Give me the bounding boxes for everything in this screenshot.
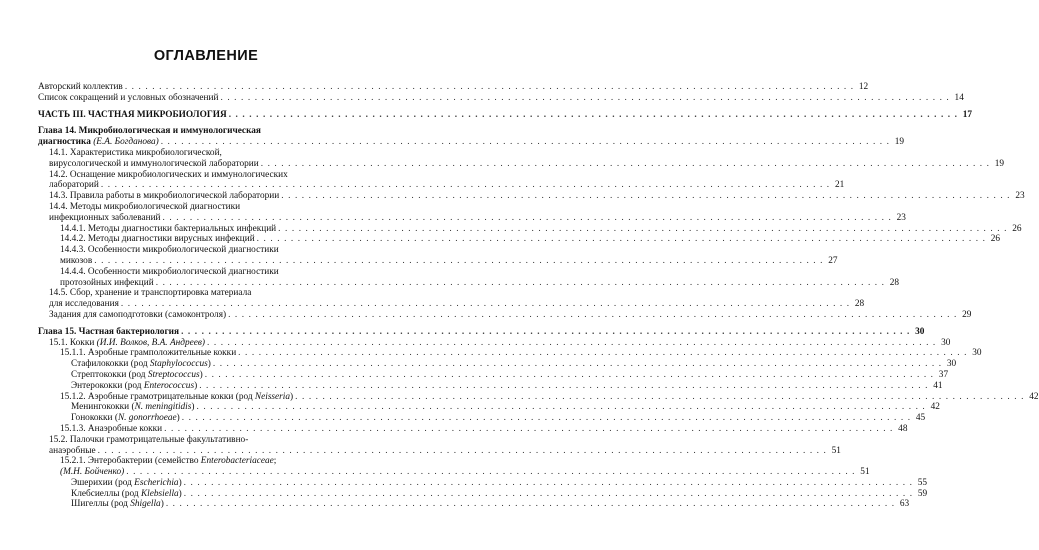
- leader-dots: [101, 180, 830, 191]
- toc-entry-label: Задания для самоподготовки (самоконтроля): [49, 309, 227, 320]
- toc-section-14-4[interactable]: [38, 212, 906, 224]
- leader-dots: [94, 256, 823, 267]
- toc-entry-label: 15.1.2. Аэробные грамотрицательные кокки (род Neisseria): [60, 391, 294, 402]
- leader-dots: [163, 213, 892, 224]
- leader-dots: [295, 392, 1024, 403]
- toc-self-check-tasks[interactable]: [38, 309, 972, 321]
- toc-section-14-4-4-line1[interactable]: 14.4.4. Особенности микробиологической диагностики: [60, 266, 279, 277]
- toc-entry-label: Стрептококки (род Streptococcus): [71, 369, 203, 380]
- toc-section-14-4-3-line1[interactable]: 14.4.3. Особенности микробиологической диагностики: [60, 245, 279, 256]
- item-title: Энтерококки (род: [71, 380, 142, 391]
- genus-name: Enterococcus: [143, 380, 195, 391]
- toc-page-number: 26: [1012, 223, 1022, 234]
- toc-entry-label: 14.3. Правила работы в микробиологической лаборатории: [49, 191, 280, 202]
- toc-page-number: 37: [938, 369, 949, 380]
- toc-section-15-1-2[interactable]: [38, 391, 1039, 403]
- toc-entry-label: [38, 137, 159, 148]
- leader-dots: [161, 137, 890, 148]
- section-title: 15.2.1. Энтеробактерии (семейство: [60, 456, 199, 467]
- leader-dots: [156, 278, 885, 289]
- table-of-contents: [38, 82, 1039, 510]
- leader-dots: [281, 191, 1010, 202]
- toc-page-number: 23: [896, 212, 906, 223]
- toc-page-number: 55: [917, 477, 928, 488]
- toc-item-escherichia[interactable]: [38, 477, 928, 489]
- toc-section-14-2-line1[interactable]: 14.2. Оснащение микробиологических и иммунологических: [49, 169, 288, 180]
- section-author: (М.Н. Бойченко): [60, 467, 125, 478]
- item-title: Менингококки (: [71, 402, 135, 413]
- leader-dots: [199, 381, 928, 392]
- toc-section-15-2-1-line1[interactable]: 15.2.1. Энтеробактерии (семейство Enterobacteriaceae;: [60, 456, 277, 467]
- toc-chapter-14-title-line1[interactable]: Глава 14. Микробиологическая и иммунологическая: [38, 126, 261, 137]
- leader-dots: [164, 424, 893, 435]
- toc-page-number: 41: [933, 380, 943, 391]
- leader-dots: [238, 348, 967, 359]
- leader-dots: [98, 446, 827, 457]
- toc-entry-label: микозов: [60, 255, 93, 266]
- toc-item-streptococci[interactable]: [38, 369, 949, 381]
- toc-page-number: 29: [962, 309, 972, 320]
- toc-chapter-15[interactable]: [38, 326, 925, 338]
- toc-section-14-1[interactable]: [38, 158, 1005, 170]
- toc-item-staphylococci[interactable]: [38, 359, 957, 370]
- toc-entry-label: 15.1.1. Аэробные грамположительные кокки: [60, 348, 237, 359]
- toc-page-number: 21: [834, 180, 845, 191]
- toc-section-14-2[interactable]: [38, 180, 845, 191]
- toc-entry-label: 15.1.3. Анаэробные кокки: [60, 423, 163, 434]
- item-title: Шигеллы (род: [71, 499, 128, 510]
- chapter-author: (Е.А. Богданова): [93, 137, 159, 148]
- toc-page-number: 14: [954, 92, 964, 103]
- toc-item-enterococci[interactable]: [38, 380, 943, 392]
- toc-page-number: 23: [1015, 191, 1025, 202]
- toc-page-number: 51: [831, 445, 841, 456]
- item-title: Клебсиеллы (род: [71, 488, 139, 499]
- item-title: Стрептококки (род: [71, 369, 146, 380]
- toc-entry-label: ЧАСТЬ III. ЧАСТНАЯ МИКРОБИОЛОГИЯ: [38, 109, 227, 120]
- toc-section-15-2-1[interactable]: [38, 467, 870, 478]
- section-title: 15.1.2. Аэробные грамотрицательные кокки (род: [60, 391, 253, 402]
- genus-name: Escherichia: [134, 477, 179, 488]
- toc-entry-label: Менингококки (N. meningitidis): [71, 402, 195, 413]
- section-author: (И.И. Волков, В.А. Андреев): [96, 337, 205, 348]
- toc-entry-label: Авторский коллектив: [38, 82, 123, 92]
- toc-item-klebsiella[interactable]: [38, 488, 928, 500]
- leader-dots: [205, 370, 934, 381]
- leader-dots: [182, 413, 911, 424]
- toc-entry-label: вирусологической и иммунологической лаборатории: [49, 158, 259, 169]
- toc-section-15-2[interactable]: [38, 445, 841, 457]
- toc-section-14-5-line1[interactable]: 14.5. Сбор, хранение и транспортировка материала: [49, 288, 252, 299]
- genus-name: Streptococcus: [147, 369, 200, 380]
- item-title: Гонококки (: [71, 413, 118, 424]
- toc-page-number: 48: [898, 423, 908, 434]
- species-name: N. meningitidis: [134, 402, 192, 413]
- leader-dots: [228, 310, 957, 321]
- toc-entry-label: Глава 15. Частная бактериология: [38, 326, 180, 337]
- toc-section-15-1-1[interactable]: [38, 348, 982, 359]
- leader-dots: [181, 327, 910, 338]
- toc-page-number: 30: [941, 337, 951, 348]
- toc-entry-label: Шигеллы (род Shigella): [71, 499, 164, 510]
- page-title: ОГЛАВЛЕНИЕ: [153, 48, 259, 64]
- toc-entry-label: [49, 338, 205, 349]
- toc-section-14-4-1[interactable]: [38, 223, 1022, 235]
- toc-page-number: 45: [915, 413, 926, 424]
- item-title: Стафилококки (род: [71, 359, 148, 370]
- toc-page-number: 28: [889, 277, 900, 288]
- toc-page-number: 42: [1029, 391, 1039, 402]
- toc-section-14-4-2[interactable]: [38, 234, 1001, 245]
- toc-entry-label: 14.4.2. Методы диагностики вирусных инфекций: [60, 234, 255, 245]
- toc-section-14-4-4[interactable]: [38, 277, 900, 289]
- toc-item-gonococci[interactable]: [38, 413, 926, 424]
- family-name: Enterobacteriaceae: [200, 456, 274, 467]
- toc-entry-label: протозойных инфекций: [60, 277, 154, 288]
- toc-item-shigella[interactable]: [38, 499, 910, 510]
- toc-page-number: 12: [858, 82, 869, 92]
- toc-section-15-2-line1[interactable]: 15.2. Палочки грамотрицательные факультативно-: [49, 434, 249, 445]
- toc-page-number: 17: [962, 109, 973, 120]
- toc-page-number: 28: [854, 299, 865, 310]
- toc-page-number: 59: [917, 488, 928, 499]
- toc-section-14-4-3[interactable]: [38, 255, 838, 267]
- toc-entry-label: Список сокращений и условных обозначений: [38, 92, 219, 103]
- toc-section-14-1-line1[interactable]: 14.1. Характеристика микробиологической,: [49, 147, 222, 158]
- leader-dots: [184, 478, 913, 489]
- genus-name: Klebsiella: [140, 488, 179, 499]
- toc-entry-label: инфекционных заболеваний: [49, 212, 161, 223]
- toc-entry-label: для исследования: [49, 299, 119, 310]
- leader-dots: [166, 499, 895, 510]
- toc-page-number: 26: [990, 234, 1001, 245]
- toc-entry-label: 14.4.1. Методы диагностики бактериальных инфекций: [60, 223, 277, 234]
- item-title: Эшерихии (род: [71, 477, 132, 488]
- toc-chapter-14[interactable]: [38, 137, 905, 148]
- leader-dots: [121, 299, 850, 310]
- toc-entry-label: Стафилококки (род Staphylococcus): [71, 359, 211, 370]
- leader-dots: [184, 489, 913, 500]
- species-name: N. gonorrhoeae: [117, 413, 177, 424]
- toc-entry-abbreviations[interactable]: [38, 92, 964, 104]
- leader-dots: [229, 110, 958, 121]
- genus-name: Shigella: [130, 499, 161, 510]
- leader-dots: [220, 93, 949, 104]
- leader-dots: [261, 159, 990, 170]
- toc-section-15-1[interactable]: [38, 337, 951, 349]
- toc-page-number: 42: [930, 402, 940, 413]
- toc-item-meningococci[interactable]: [38, 402, 940, 413]
- genus-name: Neisseria: [254, 391, 291, 402]
- toc-entry-label: Клебсиеллы (род Klebsiella): [71, 488, 182, 499]
- leader-dots: [126, 467, 855, 478]
- toc-entry-authors[interactable]: [38, 82, 869, 93]
- toc-entry-label: Эшерихии (род Escherichia): [71, 477, 182, 488]
- leader-dots: [207, 338, 936, 349]
- toc-page-number: 51: [860, 467, 870, 478]
- toc-page-number: 30: [946, 359, 957, 370]
- toc-page-number: 27: [828, 255, 838, 266]
- toc-entry-label: Гонококки (N. gonorrhoeae): [71, 413, 180, 424]
- chapter-title-part: диагностика: [38, 137, 91, 148]
- toc-entry-label: анаэробные: [49, 445, 96, 456]
- toc-section-15-1-3[interactable]: [38, 423, 908, 435]
- toc-section-14-3[interactable]: [38, 191, 1025, 202]
- section-title: 15.1. Кокки: [49, 337, 95, 348]
- leader-dots: [197, 402, 926, 413]
- toc-entry-label: лабораторий: [49, 180, 99, 191]
- toc-page-number: 30: [915, 326, 925, 337]
- leader-dots: [257, 234, 986, 245]
- leader-dots: [213, 359, 942, 370]
- toc-section-14-5[interactable]: [38, 299, 865, 310]
- toc-page-number: 19: [994, 158, 1005, 169]
- toc-entry-label: Энтерококки (род Enterococcus): [71, 380, 198, 391]
- toc-section-14-4-line1[interactable]: 14.4. Методы микробиологической диагностики: [49, 201, 241, 212]
- toc-page-number: 30: [972, 348, 982, 359]
- leader-dots: [125, 82, 854, 93]
- leader-dots: [278, 224, 1007, 235]
- toc-page-number: 63: [899, 499, 910, 510]
- toc-entry-part-3[interactable]: [38, 109, 973, 121]
- genus-name: Staphylococcus: [149, 359, 208, 370]
- toc-page-number: 19: [894, 137, 905, 148]
